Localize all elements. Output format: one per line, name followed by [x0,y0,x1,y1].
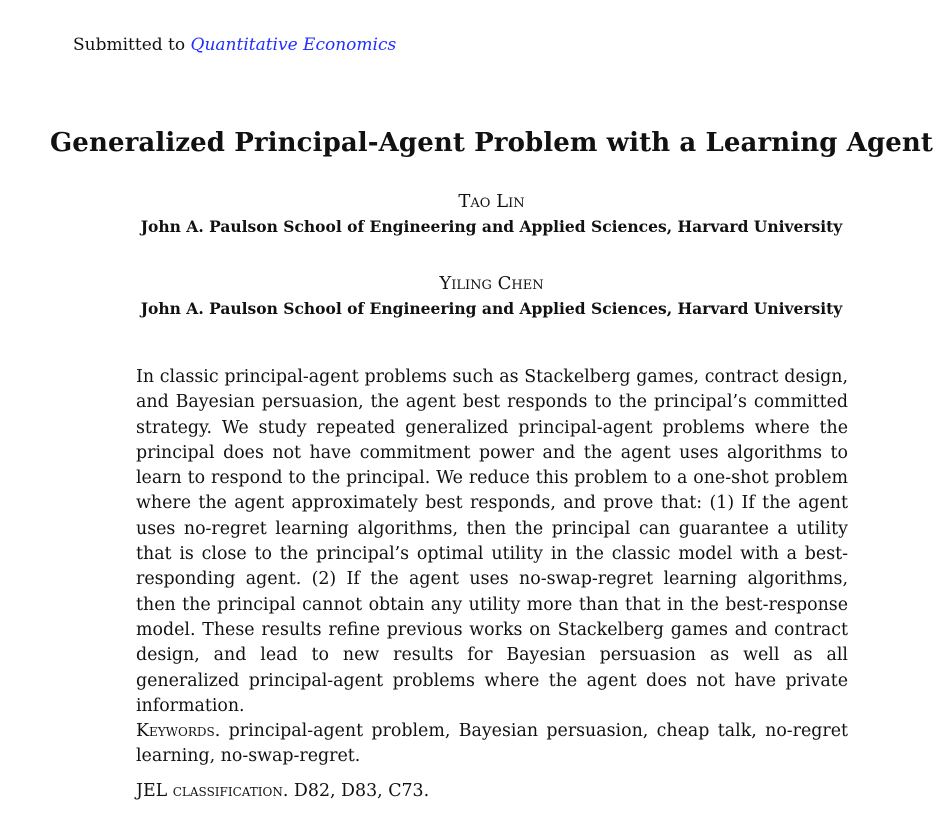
author-block-1 [40,190,933,238]
jel-codes: D82, D83, C73. [288,781,430,801]
keywords-label: Keywords. [136,721,221,741]
paper-title: Generalized Principal-Agent Problem with a Learning Agent [50,128,933,158]
author-name: Tao Lin [458,191,525,212]
author-affiliation: John A. Paulson School of Engineering and Applied Sciences, Harvard University [140,299,843,318]
jel-classification-line [136,779,848,804]
keywords-text: principal-agent problem, Bayesian persuasion, cheap talk, no-regret learning, no-swap-regret. [136,721,848,767]
abstract-paragraph: In classic principal-agent problems such as Stackelberg games, contract design, and Bayesian persuasion, the agent best responds to the principal’s committed strategy. We study repeated generalized principal-agent problems where the principal does not have commitment power and the agent uses algorithms to learn to respond to the principal. We reduce this problem to a one-shot problem where the agent approximately best responds, and prove that: (1) If the agent uses no-regret learning algorithms, then the principal can guarantee a utility that is close to the principal’s optimal utility in the classic model with a best-responding agent. (2) If the agent uses no-swap-regret learning algorithms, then the principal cannot obtain any utility more than that in the best-response model. These results refine previous works on Stackelberg games and contract design, and lead to new results for Bayesian persuasion as well as all generalized principal-agent problems where the agent does not have private information. [136,367,848,716]
submission-note [73,34,396,56]
journal-link[interactable]: Quantitative Economics [190,35,397,55]
author-block-2 [40,272,933,320]
author-name: Yiling Chen [439,273,544,294]
submitted-prefix: Submitted to [73,35,191,55]
author-affiliation: John A. Paulson School of Engineering and Applied Sciences, Harvard University [140,217,843,236]
jel-label: JEL classification. [136,781,289,801]
keywords-line [136,719,848,770]
